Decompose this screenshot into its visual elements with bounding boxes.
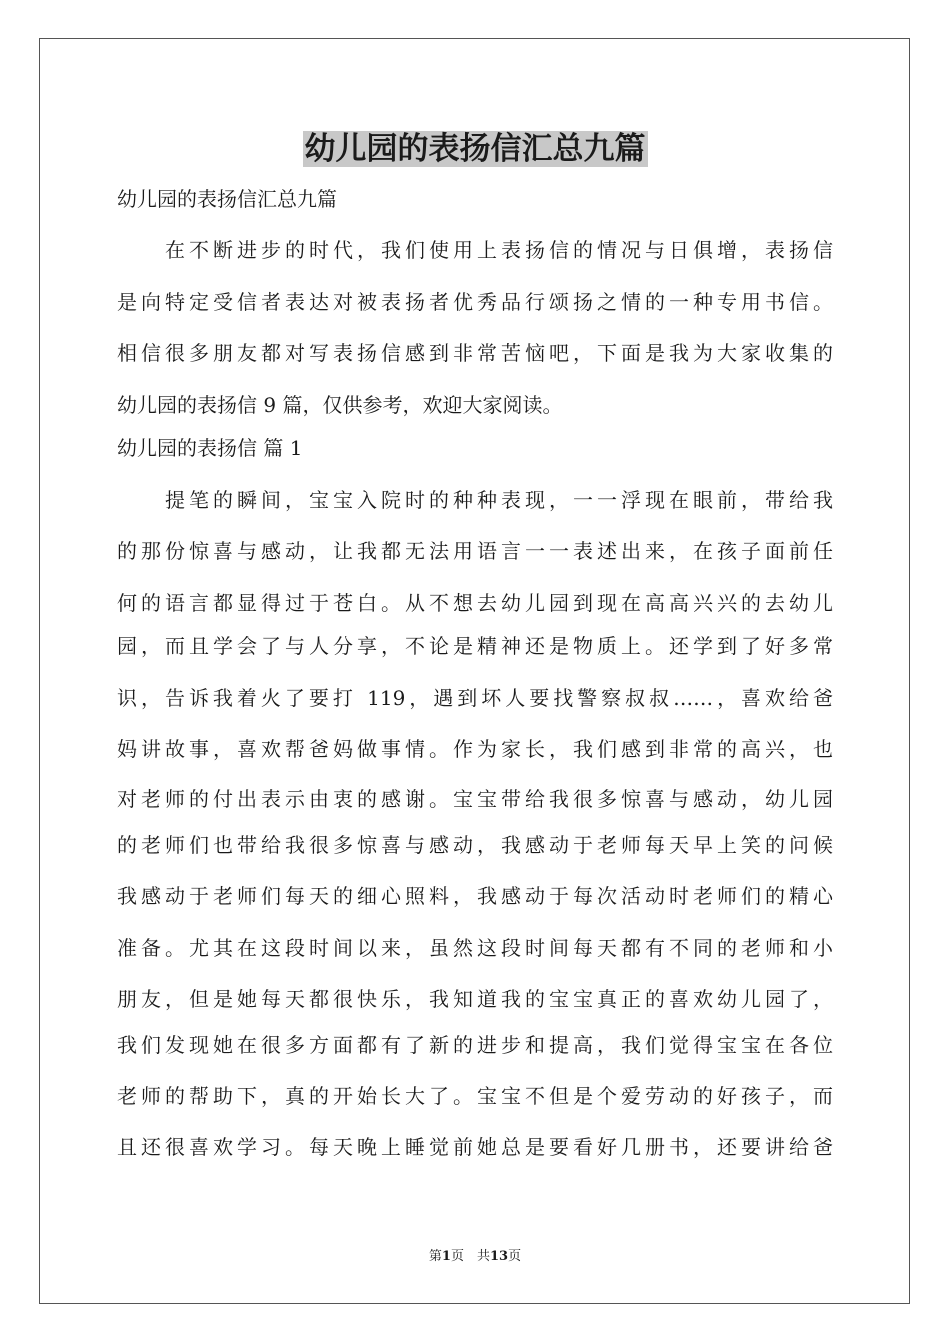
body-line-12: 我们发现她在很多方面都有了新的进步和提高，我们觉得宝宝在各位 [117,1033,833,1057]
subtitle: 幼儿园的表扬信汇总九篇 [117,187,337,211]
body-line-4: 园，而且学会了与人分享，不论是精神还是物质上。还学到了好多常 [117,634,833,658]
body-line-10: 准备。尤其在这段时间以来，虽然这段时间每天都有不同的老师和小 [117,936,833,960]
title-highlight: 幼儿园的表扬信汇总九篇 [304,131,646,167]
intro-line-2: 是向特定受信者表达对被表扬者优秀品行颂扬之情的一种专用书信。 [117,290,833,314]
body-line-11: 朋友，但是她每天都很快乐，我知道我的宝宝真正的喜欢幼儿园了， [117,987,833,1011]
footer-page-prefix: 第 [428,1249,442,1264]
body-line-5: 识，告诉我着火了要打 119，遇到坏人要找警察叔叔……，喜欢给爸 [117,686,833,710]
footer-page-suffix: 页 [508,1249,522,1264]
body-line-3: 何的语言都显得过于苍白。从不想去幼儿园到现在高高兴兴的去幼儿 [117,591,833,615]
footer-page-total: 13 [489,1249,509,1264]
body-line-6: 妈讲故事，喜欢帮爸妈做事情。作为家长，我们感到非常的高兴，也 [117,737,833,761]
document-title [0,126,950,172]
intro-line-3: 相信很多朋友都对写表扬信感到非常苦恼吧，下面是我为大家收集的 [117,341,833,365]
body-line-8: 的老师们也带给我很多惊喜与感动，我感动于老师每天早上笑的问候 [117,833,833,857]
page-footer [0,1248,950,1266]
body-line-14: 且还很喜欢学习。每天晚上睡觉前她总是要看好几册书，还要讲给爸 [117,1135,833,1159]
footer-page-mid: 页 共 [450,1249,490,1264]
body-line-9: 我感动于老师们每天的细心照料，我感动于每次活动时老师们的精心 [117,884,833,908]
footer-page-current: 1 [441,1249,451,1264]
body-line-13: 老师的帮助下，真的开始长大了。宝宝不但是个爱劳动的好孩子，而 [117,1084,833,1108]
section-heading: 幼儿园的表扬信 篇 1 [117,436,303,460]
body-line-7: 对老师的付出表示由衷的感谢。宝宝带给我很多惊喜与感动，幼儿园 [117,787,833,811]
body-line-1: 提笔的瞬间，宝宝入院时的种种表现，一一浮现在眼前，带给我 [117,488,833,512]
body-line-2: 的那份惊喜与感动，让我都无法用语言一一表述出来，在孩子面前任 [117,539,833,563]
intro-line-1: 在不断进步的时代，我们使用上表扬信的情况与日俱增，表扬信 [117,238,833,262]
intro-line-4: 幼儿园的表扬信 9 篇，仅供参考，欢迎大家阅读。 [117,393,563,417]
page-border [39,38,910,1304]
